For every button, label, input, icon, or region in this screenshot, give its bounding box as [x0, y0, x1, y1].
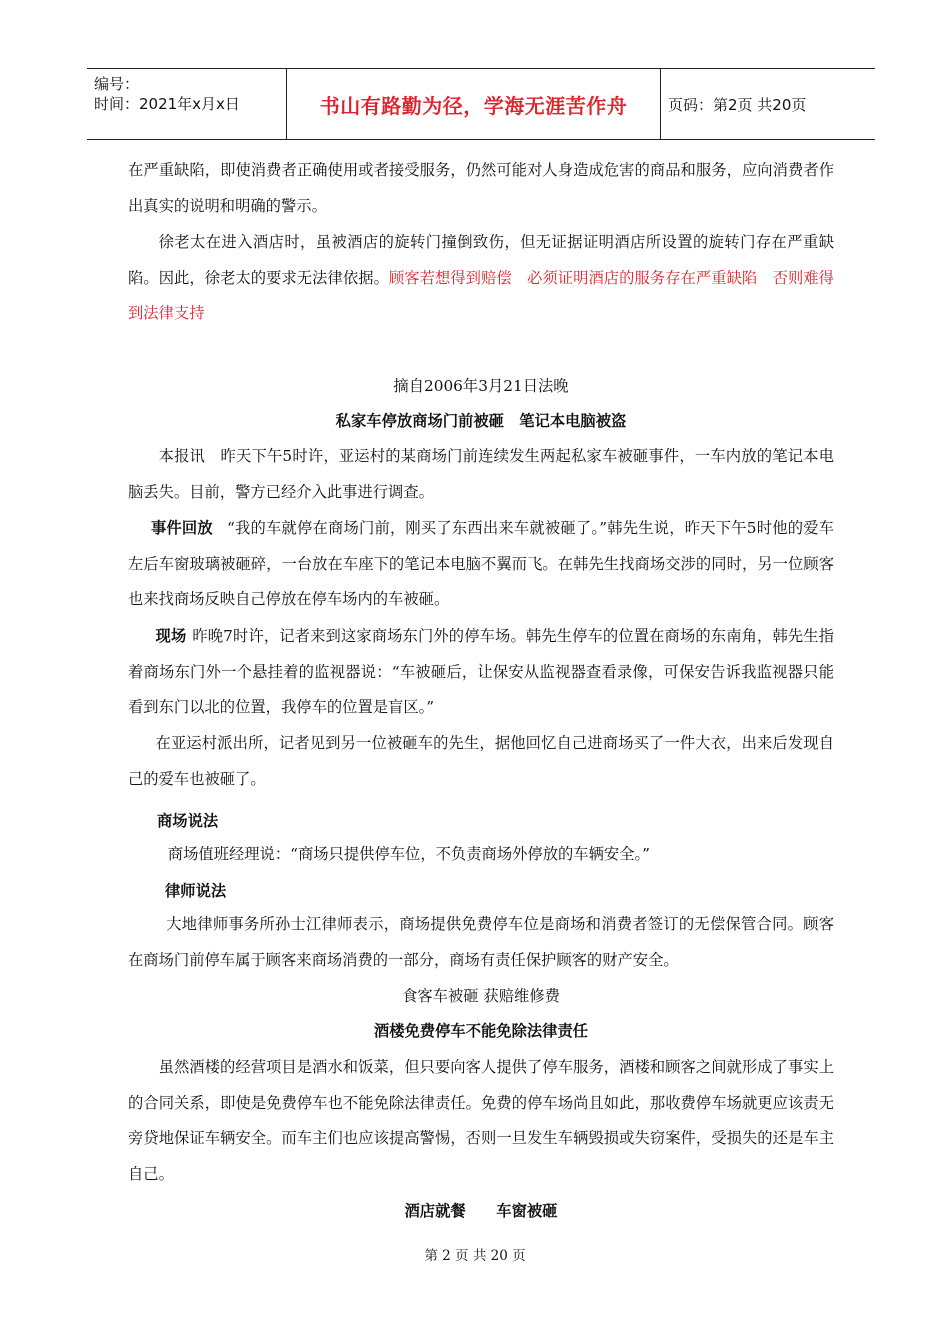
article-1-para-3	[128, 619, 834, 726]
lawyer-statement-text: 大地律师事务所孙士江律师表示，商场提供免费停车位是商场和消费者签订的无偿保管合同。顾客在商场门前停车属于顾客来商场消费的一部分，商场有责任保护顾客的财产安全。	[128, 915, 834, 969]
source-line: 摘自2006年3月21日法晚	[393, 377, 569, 395]
paragraph-continued: 在严重缺陷，即使消费者正确使用或者接受服务，仍然可能对人身造成危害的商品和服务，应向消费者作出真实的说明和明确的警示。	[128, 161, 834, 215]
page-label: 页码：第2页 共20页	[668, 95, 807, 114]
article-1-para-4: 在亚运村派出所，记者见到另一位被砸车的先生，据他回忆自己进商场买了一件大衣，出来后发现自己的爱车也被砸了。	[128, 734, 834, 788]
article-1-title: 私家车停放商场门前被砸 笔记本电脑被盗	[335, 412, 627, 430]
article-2-title: 酒楼免费停车不能免除法律责任	[373, 1022, 589, 1040]
page-footer: 第 2 页 共 20 页	[424, 1248, 526, 1264]
lawyer-statement-heading: 律师说法	[165, 882, 227, 900]
paragraph-xu	[128, 225, 834, 332]
article-1-para-1: 本报讯 昨天下午5时许，亚运村的某商场门前连续发生两起私家车被砸事件，一车内放的笔记本电脑丢失。目前，警方已经介入此事进行调查。	[128, 447, 834, 501]
paragraph-xu-highlight: 顾客若想得到赔偿 必须证明酒店的服务存在严重缺陷 否则难得到法律支持	[128, 268, 834, 322]
article-1-para-3-text: 昨晚7时许，记者来到这家商场东门外的停车场。韩先生停车的位置在商场的东南角，韩先生指着商场东门外一个悬挂着的监视器说：“车被砸后，让保安从监视器查看录像，可保安告诉我监视器只能看到东门以北的位置，我停车的位置是盲区。”	[128, 627, 834, 716]
header-meta-cell	[87, 69, 285, 139]
document-header	[87, 68, 875, 140]
mall-statement-text: 商场值班经理说：“商场只提供停车位，不负责商场外停放的车辆安全。”	[167, 845, 650, 863]
article-2-para-1: 虽然酒楼的经营项目是酒水和饭菜，但只要向客人提供了停车服务，酒楼和顾客之间就形成了事实上的合同关系，即使是免费停车也不能免除法律责任。免费的停车场尚且如此，那收费停车场就更应该责无旁贷地保证车辆安全。而车主们也应该提高警惕，否则一旦发生车辆毁损或失窃案件，受损失的还是车主自己。	[128, 1058, 834, 1183]
time-label: 时间：2021年x月x日	[94, 95, 240, 113]
mall-statement-heading: 商场说法	[157, 812, 219, 830]
paragraph-xu-text: 徐老太在进入酒店时，虽被酒店的旋转门撞倒致伤，但无证据证明酒店所设置的旋转门存在严重缺陷。因此，徐老太的要求无法律依据。	[128, 233, 834, 287]
header-page-cell	[660, 69, 875, 139]
header-motto-cell	[286, 69, 661, 139]
article-1-para-2	[128, 511, 834, 618]
lead-scene: 现场	[155, 627, 187, 645]
motto: 书山有路勤为径，学海无涯苦作舟	[319, 93, 628, 118]
article-3-title: 酒店就餐 车窗被砸	[404, 1202, 558, 1220]
article-2-subtitle: 食客车被砸 获赔维修费	[402, 987, 560, 1005]
lead-event-review: 事件回放	[150, 519, 213, 537]
number-label: 编号：	[94, 75, 140, 93]
article-1-para-2-text: “我的车就停在商场门前，刚买了东西出来车就被砸了。”韩先生说，昨天下午5时他的爱车左后车窗玻璃被砸碎，一台放在车座下的笔记本电脑不翼而飞。在韩先生找商场交涉的同时，另一位顾客也来找商场反映自己停放在停车场内的车被砸。	[128, 519, 834, 608]
